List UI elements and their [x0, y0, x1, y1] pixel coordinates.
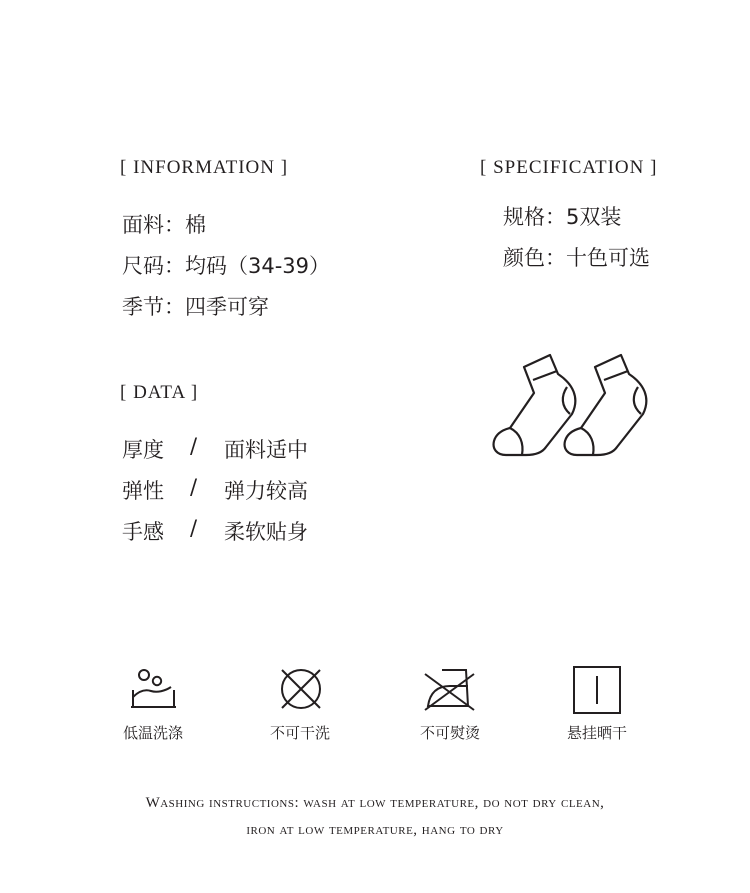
- data-heading: [ DATA ]: [120, 382, 199, 403]
- care-label-hang: 悬挂晒干: [566, 724, 627, 742]
- data-value: 面料适中: [224, 438, 308, 462]
- data-label: 弹性: [122, 479, 164, 503]
- washing-instructions-line2: iron at low temperature, hang to dry: [246, 822, 504, 838]
- care-label-iron: 不可熨烫: [419, 724, 480, 742]
- washing-instructions-line1: Washing instructions: wash at low temperature, do not dry clean,: [145, 795, 605, 811]
- data-value: 柔软贴身: [224, 520, 308, 544]
- information-heading: [ INFORMATION ]: [120, 157, 289, 178]
- season-line: 季节：四季可穿: [122, 295, 269, 319]
- data-label: 厚度: [122, 438, 164, 462]
- data-value: 弹力较高: [224, 479, 308, 503]
- color-line: 颜色：十色可选: [503, 246, 650, 270]
- low-temperature-wash-icon: [127, 667, 179, 713]
- do-not-iron-icon: [422, 664, 478, 714]
- do-not-dry-clean-icon: [277, 665, 325, 713]
- fabric-line: 面料：棉: [122, 213, 206, 237]
- data-row-elasticity: [122, 475, 382, 503]
- data-row-feel: [122, 516, 382, 544]
- data-separator: /: [190, 434, 198, 458]
- spec-line: 规格：5双装: [503, 205, 622, 229]
- data-separator: /: [190, 516, 198, 540]
- specification-heading: [ SPECIFICATION ]: [480, 157, 658, 178]
- size-line: 尺码：均码（34-39）: [122, 254, 331, 278]
- care-label-wash: 低温洗涤: [122, 724, 183, 742]
- data-row-thickness: [122, 434, 382, 462]
- socks-icon: [488, 350, 660, 460]
- data-label: 手感: [122, 520, 164, 544]
- care-label-dry-clean: 不可干洗: [269, 724, 330, 742]
- hang-to-dry-icon: [572, 666, 622, 714]
- data-separator: /: [190, 475, 198, 499]
